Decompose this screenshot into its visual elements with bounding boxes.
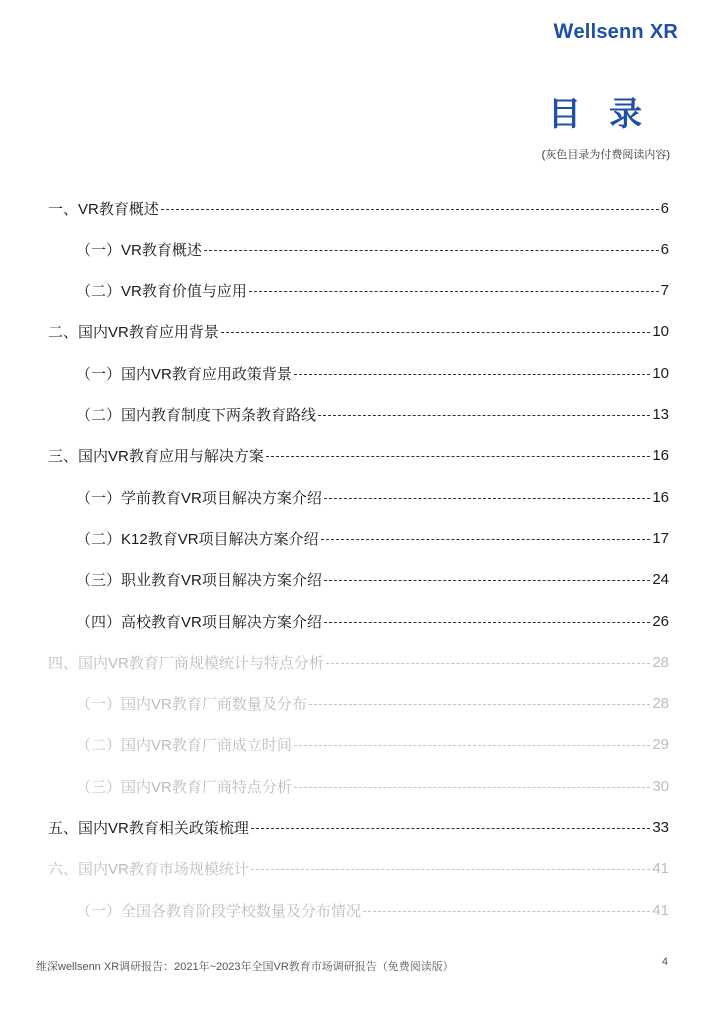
toc-entry-page: 10: [652, 364, 669, 382]
toc-entry[interactable]: [76, 898, 669, 922]
toc-entry-page: 16: [652, 447, 669, 465]
dot-leader: [363, 911, 650, 912]
paid-content-note: (灰色目录为付费阅读内容): [541, 149, 670, 161]
toc-entry-label: 一、VR教育概述: [48, 200, 159, 218]
dot-leader: [326, 663, 650, 664]
toc-entry-label: 四、国内VR教育厂商规模统计与特点分析: [48, 654, 324, 672]
toc-entry-label: （二）国内VR教育厂商成立时间: [76, 737, 292, 755]
toc-entry-label: （三）职业教育VR项目解决方案介绍: [76, 572, 322, 590]
toc-entry-page: 30: [652, 777, 669, 795]
toc-entry-label: （二）国内教育制度下两条教育路线: [76, 407, 317, 424]
dot-leader: [266, 456, 650, 457]
dot-leader: [318, 415, 650, 416]
toc-entry-page: 28: [652, 695, 669, 713]
toc-entry-page: 41: [652, 860, 669, 878]
dot-leader: [294, 745, 650, 746]
dot-leader: [309, 704, 650, 705]
toc-entry[interactable]: [76, 485, 669, 509]
logo-wordmark: ellsenn: [573, 21, 644, 43]
toc-entry[interactable]: [76, 403, 669, 427]
toc-entry[interactable]: [48, 196, 669, 220]
toc-entry[interactable]: [48, 444, 669, 468]
toc-entry-page: 26: [652, 612, 669, 630]
toc-entry-page: 29: [652, 736, 669, 754]
toc-entry-page: 10: [652, 323, 669, 341]
dot-leader: [321, 539, 651, 540]
toc-entry-label: 五、国内VR教育相关政策梳理: [48, 820, 249, 837]
toc-entry[interactable]: [76, 279, 669, 303]
toc-entry-page: 41: [652, 901, 669, 919]
dot-leader: [249, 291, 659, 292]
toc-entry-label: 三、国内VR教育应用与解决方案: [48, 448, 264, 466]
toc-entry-label: （一）国内VR教育厂商数量及分布: [76, 696, 307, 714]
toc-entry-label: （三）国内VR教育厂商特点分析: [76, 778, 292, 796]
page-title: 目录: [548, 94, 670, 133]
dot-leader: [324, 622, 650, 623]
toc-entry-label: （二）VR教育价值与应用: [76, 283, 247, 301]
toc-entry-page: 28: [652, 653, 669, 671]
toc-entry-label: （一）国内VR教育应用政策背景: [76, 365, 292, 383]
dot-leader: [161, 209, 659, 210]
toc-entry-page: 6: [660, 240, 669, 258]
toc-entry-label: （二）K12教育VR项目解决方案介绍: [76, 530, 319, 548]
page-number: 4: [661, 956, 668, 968]
toc-entry-page: 13: [652, 406, 669, 423]
logo-xr: XR: [649, 21, 678, 43]
toc-entry-label: 六、国内VR教育市场规模统计: [48, 861, 249, 879]
toc-entry[interactable]: [76, 733, 669, 757]
toc-entry[interactable]: [48, 816, 669, 840]
dot-leader: [204, 250, 659, 251]
toc-entry[interactable]: [48, 320, 669, 344]
toc-entry[interactable]: [48, 650, 669, 674]
toc-entry[interactable]: [76, 692, 669, 716]
toc-entry[interactable]: [76, 361, 669, 385]
toc-entry[interactable]: [76, 568, 669, 592]
dot-leader: [294, 787, 650, 788]
dot-leader: [324, 498, 650, 499]
toc-entry-label: （四）高校教育VR项目解决方案介绍: [76, 613, 322, 631]
toc-entry-label: （一）VR教育概述: [76, 241, 202, 259]
toc-entry-page: 17: [652, 529, 669, 547]
dot-leader: [294, 374, 650, 375]
dot-leader: [251, 869, 650, 870]
toc-entry-page: 7: [660, 282, 669, 300]
toc-entry-page: 33: [652, 819, 669, 836]
toc-entry-label: （一）全国各教育阶段学校数量及分布情况: [76, 902, 362, 920]
toc-entry[interactable]: [76, 774, 669, 798]
toc-entry[interactable]: [76, 237, 669, 261]
toc-entry-page: 24: [652, 571, 669, 589]
dot-leader: [324, 580, 650, 581]
report-footer: 维深wellsenn XR调研报告：2021年~2023年全国VR教育市场调研报告（免费阅读版）: [36, 961, 454, 973]
dot-leader: [221, 332, 650, 333]
toc-entry[interactable]: [76, 609, 669, 633]
toc-entry-label: 二、国内VR教育应用背景: [48, 324, 219, 342]
toc-entry-page: 16: [652, 488, 669, 506]
wellsenn-xr-logo: [553, 20, 678, 44]
toc-entry[interactable]: [76, 526, 669, 550]
toc-entry-label: （一）学前教育VR项目解决方案介绍: [76, 489, 322, 507]
logo-w: W: [553, 20, 574, 43]
toc-entry[interactable]: [48, 857, 669, 881]
toc-entry-page: 6: [660, 199, 669, 217]
dot-leader: [251, 828, 650, 829]
